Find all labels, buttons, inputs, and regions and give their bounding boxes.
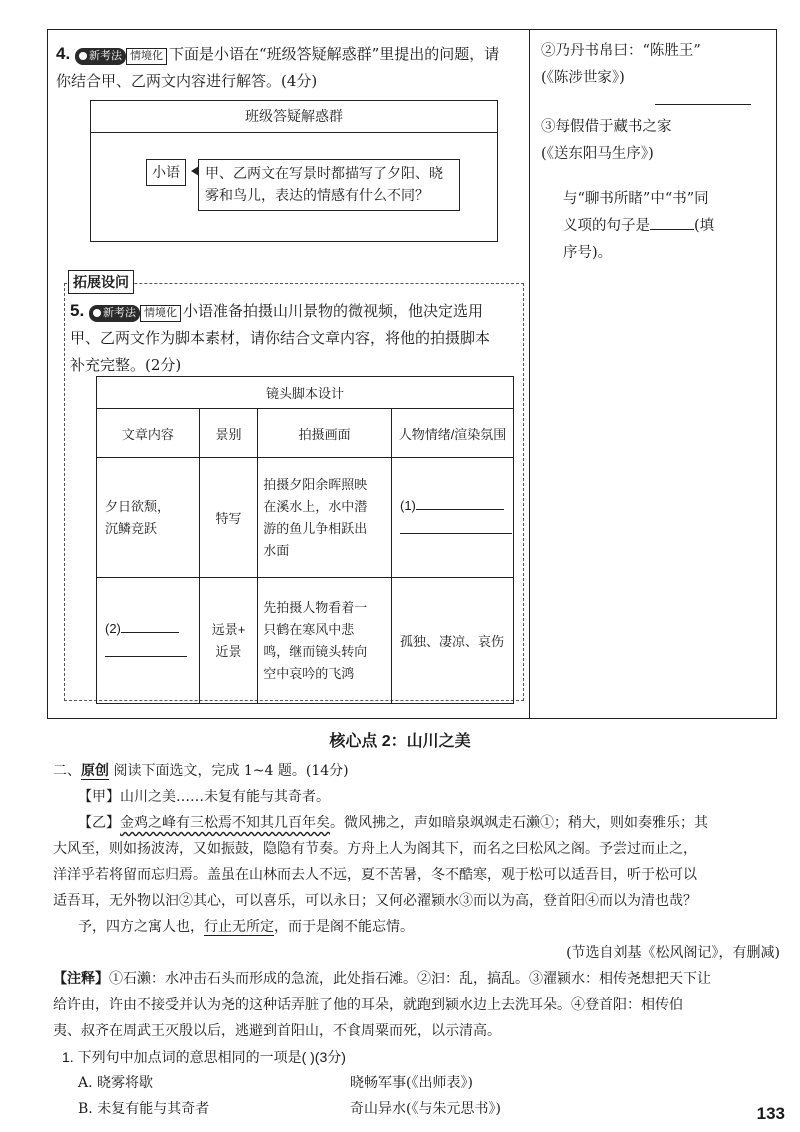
header-content: 文章内容 <box>97 409 200 458</box>
q1-stem: 1. 下列句中加点词的意思相同的一项是( )(3分) <box>62 1049 346 1065</box>
column-divider <box>529 29 530 719</box>
q4-number: 4. <box>56 44 71 63</box>
passage-jia: 【甲】山川之美……未复有能与其奇者。 <box>78 789 330 805</box>
q1-option-b-compare: 奇山异水(《与朱元思书》) <box>350 1101 501 1117</box>
row2-scene: 先拍摄人物看着一 只鹤在寒风中悲 鸣，继而镜头转向 空中哀吟的飞鸿 <box>258 578 392 704</box>
row1-emotion-blank[interactable]: (1) <box>392 458 514 578</box>
q1-option-a[interactable]: A. 晓雾将歇 <box>78 1075 154 1091</box>
chat-title: 班级答疑解惑群 <box>90 100 498 133</box>
side-answer-blank[interactable] <box>650 229 694 230</box>
shot-script-table <box>96 376 514 704</box>
new-method-tag: 新考法 <box>89 305 140 322</box>
notes: 【注释】①石濑：水冲击石头而形成的急流，此处指石滩。②汩：乱，搞乱。③濯颍水：相传尧想把天下让 给许由，许由不接受并认为尧的这种话弄脏了他的耳朵，就跑到颍水边上去洗耳朵。④登首阳：相传伯 夷、叔齐在周武王灭殷以后，逃避到首阳山，不食周粟而死，以示清高。 <box>53 971 711 1039</box>
table-title: 镜头脚本设计 <box>97 377 514 409</box>
q4-text: 4. 新考法 情境化 下面是小语在“班级答疑解惑群”里提出的问题，请 你结合甲、乙两文内容进行解答。(4分) <box>56 44 500 90</box>
side-column <box>541 38 773 92</box>
row1-scene: 拍摄夕阳余晖照映 在溪水上，水中潜 游的鱼儿争相跃出 水面 <box>258 458 392 578</box>
q1-option-b[interactable]: B. 未复有能与其奇者 <box>78 1101 210 1117</box>
lightbulb-icon <box>93 309 101 317</box>
situational-tag: 情境化 <box>140 305 181 322</box>
header-scene: 拍摄画面 <box>258 409 392 458</box>
row1-content: 夕日欲颓， 沉鳞竞跃 <box>97 458 200 578</box>
side-prompt: 与“聊书所睹”中“书”同 义项的句子是 (填 序号)。 <box>563 191 715 261</box>
header-emotion: 人物情绪/渲染氛围 <box>392 409 514 458</box>
chat-bubble: 甲、乙两文在写景时都描写了夕阳、晓 雾和鸟儿，表达的情感有什么不同？ <box>198 159 460 211</box>
passage-source: (节选自刘基《松风阁记》，有删减) <box>566 945 780 961</box>
row2-content-blank[interactable]: (2) <box>97 578 200 704</box>
extension-label: 拓展设问 <box>68 270 134 294</box>
row1-shot: 特写 <box>199 458 257 578</box>
q5-text: 5. 新考法 情境化 小语准备拍摄山川景物的微视频，他决定选用 甲、乙两文作为脚本素材，请你结合文章内容，将他的拍摄脚本 补充完整。(2分) <box>70 301 491 374</box>
q4-text-line2: 你结合甲、乙两文内容进行解答。(4分) <box>56 72 318 90</box>
side-item3: ③每假借于藏书之家 <box>541 119 672 135</box>
speaker-label: 小语 <box>146 159 186 186</box>
side-item3-block <box>541 114 773 168</box>
situational-tag: 情境化 <box>126 48 167 65</box>
section-title: 核心点 2：山川之美 <box>329 733 471 750</box>
lightbulb-icon <box>79 52 87 60</box>
page-number: 133 <box>756 1104 785 1123</box>
q5-number: 5. <box>70 301 85 320</box>
part2-instruction: 二、原创 阅读下面选文，完成 1~4 题。(14分) <box>53 763 349 779</box>
header-shot: 景别 <box>199 409 257 458</box>
new-method-tag: 新考法 <box>75 48 126 65</box>
side-item2-source: (《陈涉世家》) <box>541 70 625 86</box>
row2-emotion: 孤独、凄凉、哀伤 <box>392 578 514 704</box>
side-item3-source: (《送东阳马生序》) <box>541 146 654 162</box>
wavy-underlined-sentence: 金鸡之峰有三松焉不知其几百年矣 <box>120 815 330 831</box>
original-tag: 原创 <box>81 763 109 779</box>
side-underline <box>655 104 751 105</box>
q1-option-a-compare: 晓畅军事(《出师表》) <box>350 1075 473 1091</box>
row2-shot: 远景+ 近景 <box>199 578 257 704</box>
passage-yi: 【乙】金鸡之峰有三松焉不知其几百年矣。微风拂之，声如暗泉飒飒走石濑①；稍大，则如奏雅乐；其 大风至，则如扬波涛，又如振鼓，隐隐有节奏。方舟上人为阁其下，而名之曰松风之阁。予尝过而止之， 洋洋乎若将留而忘归焉。盖虽在山林而去人不远，夏不苦暑，冬不酷寒，观于松可以适吾目，听于松可以 适吾耳，无外物以汩②其心，可以喜乐，可以永日；又何必濯颍水③而以为高，登首阳④而以为清也哉？ 予，四方之寓人也，行止无所定，而于是阁不能忘情。 <box>53 815 708 935</box>
side-item2: ②乃丹书帛曰：“陈胜王” <box>541 43 701 59</box>
underlined-phrase: 行止无所定 <box>204 919 274 935</box>
